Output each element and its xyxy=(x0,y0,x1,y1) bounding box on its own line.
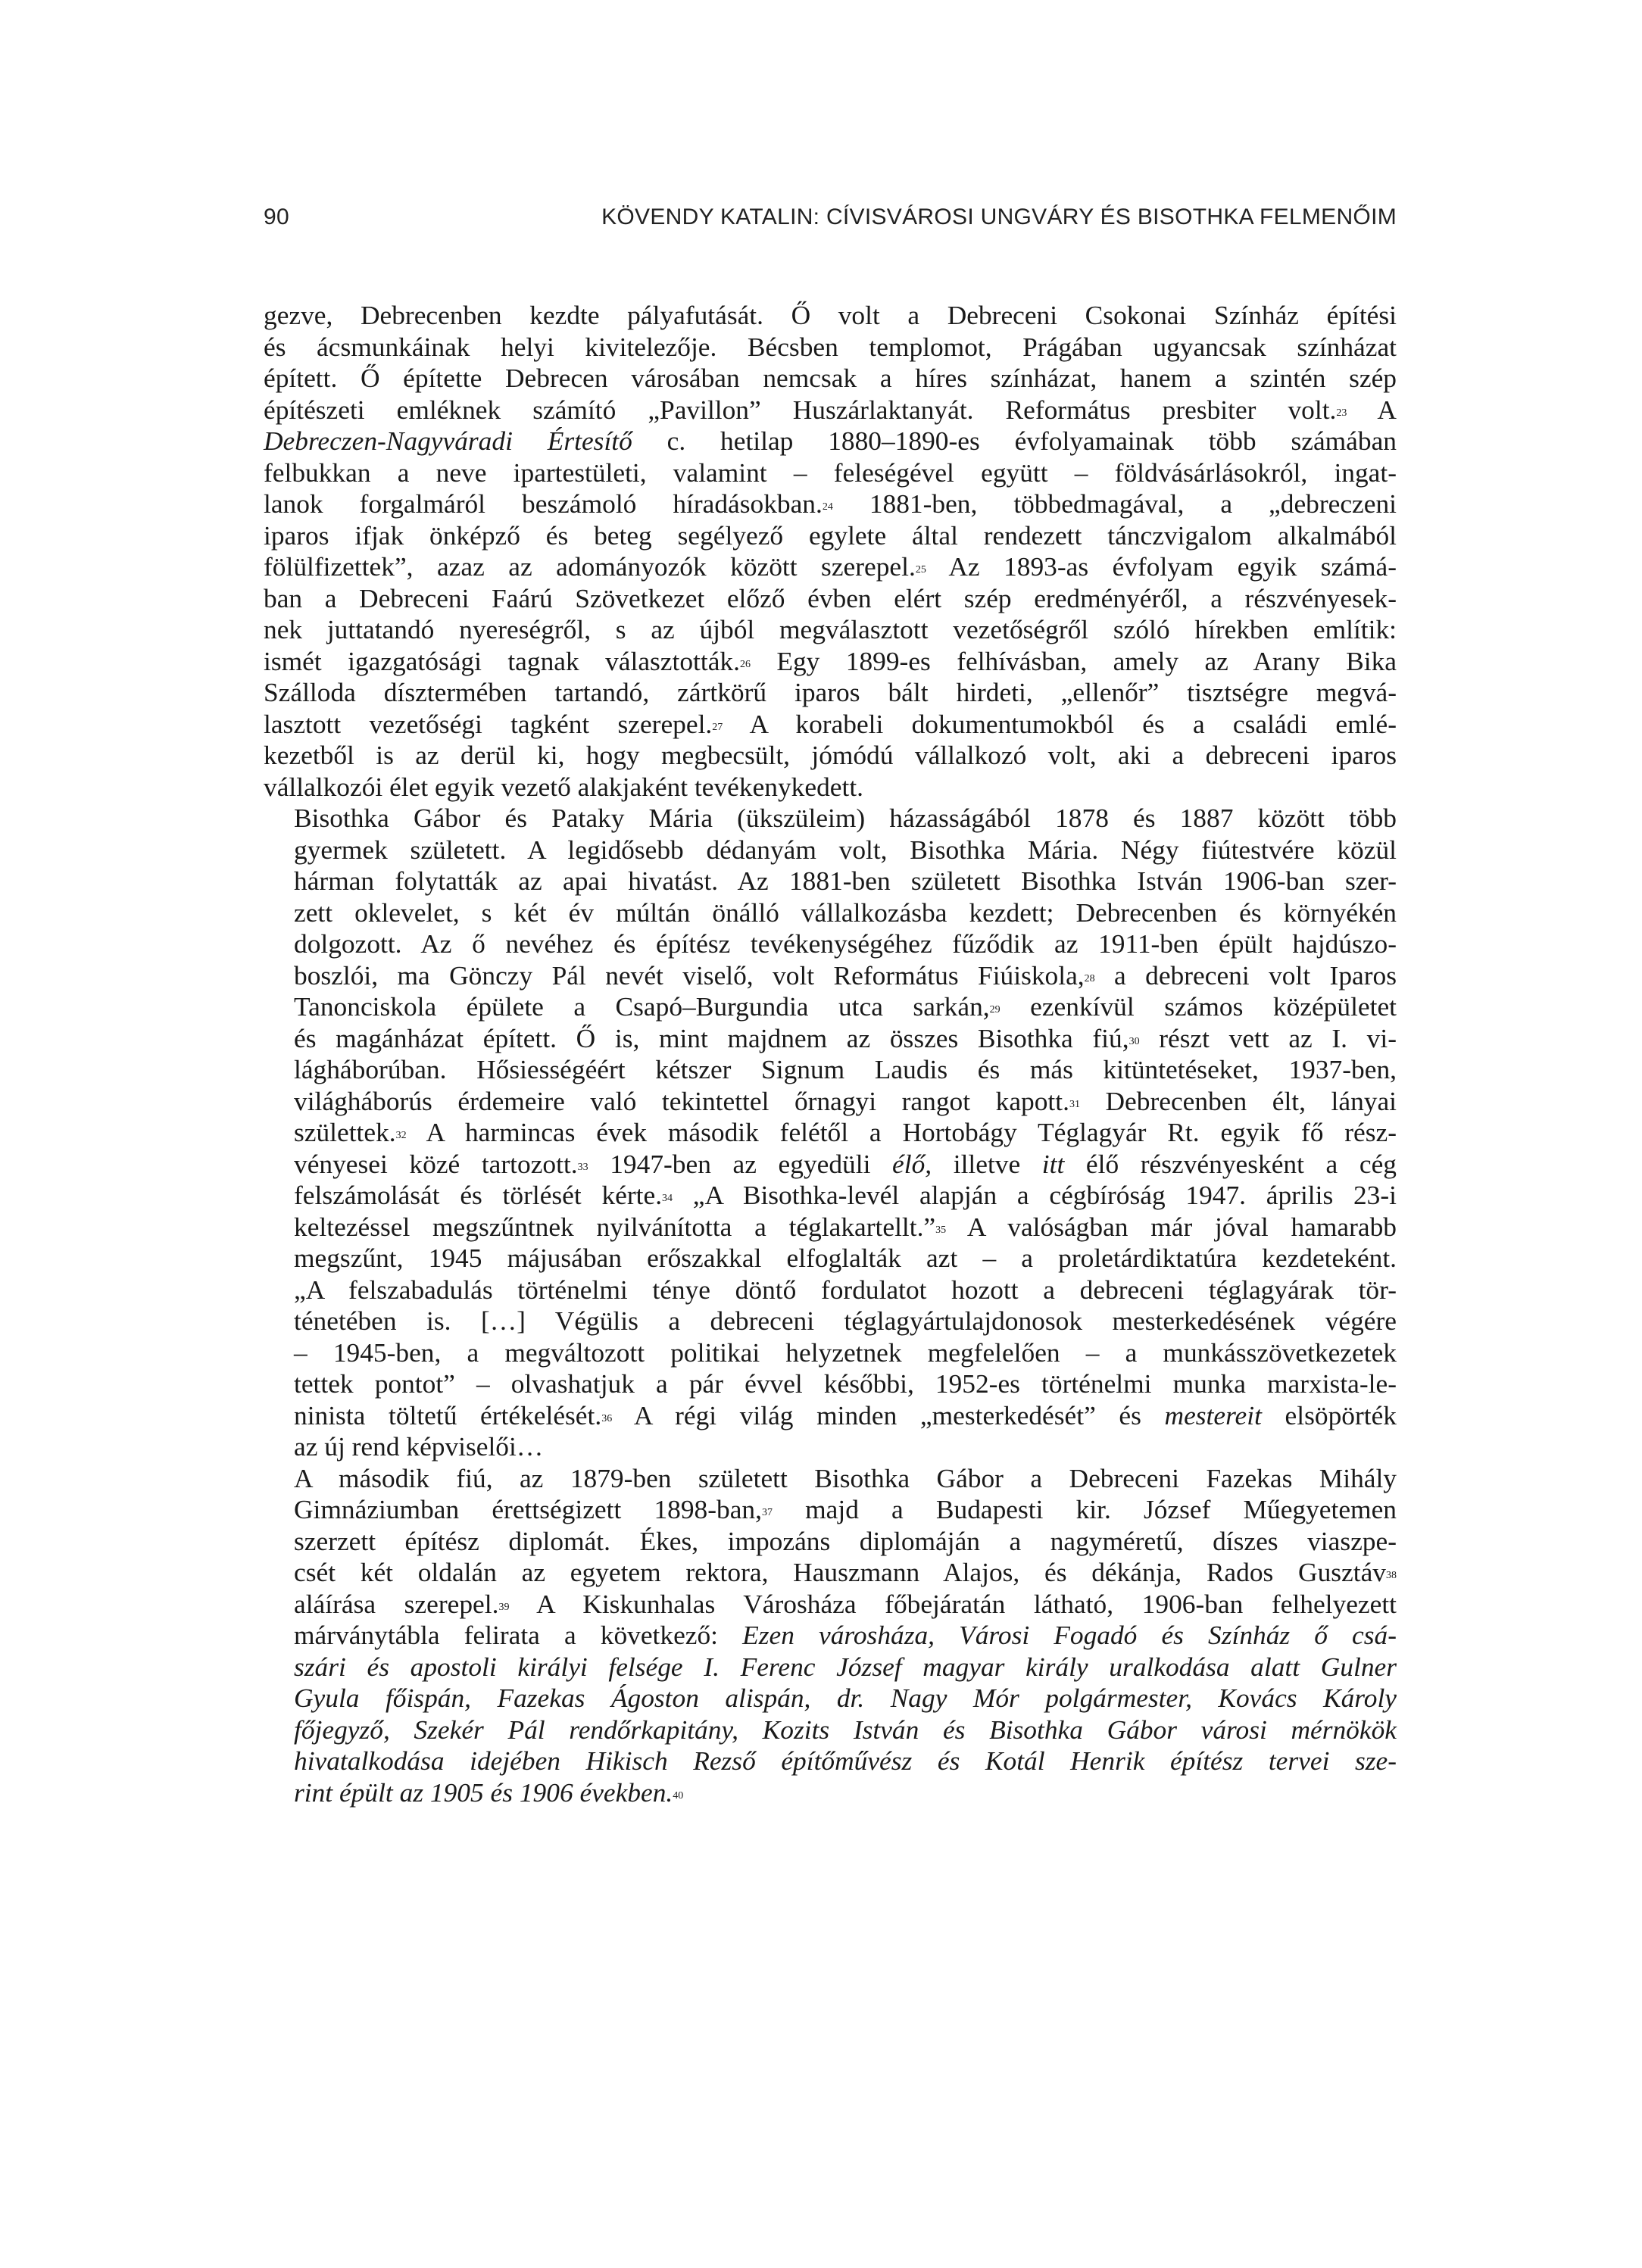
text-line xyxy=(264,1243,1397,1274)
italic-text: hivatalkodása idejében Hikisch Rezső építőművész és Kotál Henrik építész tervei sze- xyxy=(294,1745,1397,1776)
text-run: szerzett építész diplomát. Ékes, impozáns diplomáján a nagyméretű, díszes viaszpe- xyxy=(294,1525,1397,1556)
text-run: c. hetilap 1880–1890-es évfolyamainak több számában xyxy=(632,426,1397,456)
footnote-ref: 25 xyxy=(915,564,926,576)
text-line xyxy=(264,1526,1397,1558)
text-line xyxy=(264,709,1397,741)
body-text xyxy=(264,300,1397,1808)
text-run: iparos ifjak önképző és beteg segélyező egylete által rendezett tánczvigalom alkalmából xyxy=(264,519,1397,551)
italic-text: rint épült az 1905 és 1906 években. xyxy=(294,1777,673,1808)
running-title: KÖVENDY KATALIN: CÍVISVÁROSI UNGVÁRY ÉS BISOTHKA FELMENŐIM xyxy=(601,204,1397,229)
text-line xyxy=(264,363,1397,395)
text-run: aláírása szerepel. xyxy=(294,1588,499,1619)
text-run: boszlói, ma Gönczy Pál nevét viselő, volt Református Fiúiskola, xyxy=(294,959,1085,990)
text-line xyxy=(264,1400,1397,1432)
text-run: és ácsmunkáinak helyi kivitelezője. Bécsben templomot, Prágában ugyancsak színházat xyxy=(264,331,1397,362)
text-line xyxy=(264,488,1397,520)
text-run: lanok forgalmáról beszámoló híradásokban. xyxy=(264,488,823,519)
text-run: vállalkozói élet egyik vezető alakjaként tevékenykedett. xyxy=(264,771,864,802)
text-line xyxy=(264,1180,1397,1212)
text-line xyxy=(264,520,1397,552)
text-line xyxy=(264,1431,1397,1463)
text-line xyxy=(264,1683,1397,1714)
text-run: – 1945-ben, a megváltozott politikai helyzetnek megfelelően – a munkásszövetkezetek xyxy=(294,1337,1397,1368)
text-run: A harmincas évek második felétől a Hortobágy Téglagyár Rt. egyik fő rész- xyxy=(406,1117,1397,1147)
text-run: hárman folytatták az apai hivatást. Az 1881-ben született Bisothka István 1906-ban szer- xyxy=(294,866,1397,896)
text-line xyxy=(264,960,1397,992)
text-run: épített. Ő építette Debrecen városában nemcsak a híres színházat, hanem a szintén szép xyxy=(264,363,1397,393)
text-run: Debrecenben élt, lányai xyxy=(1079,1085,1397,1116)
italic-text: itt xyxy=(1041,1148,1065,1179)
footnote-ref: 39 xyxy=(498,1601,510,1613)
text-run: 1947-ben az egyedüli xyxy=(588,1148,893,1179)
paragraph xyxy=(264,803,1397,1463)
text-run: A második fiú, az 1879-ben született Bisothka Gábor a Debreceni Fazekas Mihály xyxy=(294,1462,1397,1493)
text-line xyxy=(264,1149,1397,1181)
text-run: majd a Budapesti kir. József Műegyetemen xyxy=(772,1494,1397,1524)
text-run: kezetből is az derül ki, hogy megbecsült, jómódú vállalkozó volt, aki a debreceni iparos xyxy=(264,740,1397,770)
text-run: élő részvényesként a cég xyxy=(1064,1148,1397,1179)
text-run: „A felszabadulás történelmi ténye döntő fordulatot hozott a debreceni téglagyárak tör- xyxy=(294,1274,1397,1305)
footnote-ref: 36 xyxy=(601,1412,613,1424)
text-run: A régi világ minden „mesterkedését” és xyxy=(612,1399,1165,1430)
text-run: építészeti emléknek számító „Pavillon” Huszárlaktanyát. Református presbiter volt. xyxy=(264,394,1337,425)
text-line xyxy=(264,740,1397,772)
footnote-ref: 29 xyxy=(989,1004,1000,1015)
text-run: ténetében is. […] Végülis a debreceni téglagyártulajdonosok mesterkedésének végére xyxy=(294,1306,1397,1336)
text-run: tettek pontot” – olvashatjuk a pár évvel későbbi, 1952-es történelmi munka marxista-le- xyxy=(294,1368,1397,1399)
text-line xyxy=(264,1274,1397,1306)
footnote-ref: 24 xyxy=(822,501,833,513)
text-run: felszámolását és törlését kérte. xyxy=(294,1180,663,1210)
footnote-ref: 23 xyxy=(1336,407,1347,419)
footnote-ref: 32 xyxy=(395,1130,407,1141)
text-run: A Kiskunhalas Városháza főbejáratán látható, 1906-ban felhelyezett xyxy=(509,1588,1397,1619)
paragraph xyxy=(264,300,1397,803)
page-number: 90 xyxy=(264,204,289,229)
paragraph xyxy=(264,1463,1397,1809)
text-line xyxy=(264,835,1397,866)
text-line xyxy=(264,1777,1397,1809)
text-line xyxy=(264,772,1397,803)
italic-text: szári és apostoli királyi felsége I. Ferenc József magyar király uralkodása alatt Gulner xyxy=(294,1651,1397,1682)
text-line xyxy=(264,1054,1397,1086)
text-line xyxy=(264,426,1397,457)
text-line xyxy=(264,1557,1397,1589)
text-run: dolgozott. Az ő nevéhez és építész tevékenységéhez fűződik az 1911-ben épült hajdúszo- xyxy=(294,928,1397,959)
text-line xyxy=(264,1589,1397,1621)
text-run: részt vett az I. vi- xyxy=(1139,1022,1397,1053)
text-line xyxy=(264,1306,1397,1337)
text-run: Gimnáziumban érettségizett 1898-ban, xyxy=(294,1494,762,1524)
text-run: illetve xyxy=(932,1148,1042,1179)
italic-text: mestereit xyxy=(1164,1399,1262,1430)
text-run: a debreceni volt Iparos xyxy=(1094,959,1397,990)
text-line xyxy=(264,1117,1397,1149)
text-line xyxy=(264,1337,1397,1369)
text-run: világháborús érdemeire való tekintettel őrnagyi rangot kapott. xyxy=(294,1085,1069,1116)
text-line xyxy=(264,300,1397,332)
text-line xyxy=(264,1745,1397,1777)
text-run: „A Bisothka-levél alapján a cégbíróság 1947. április 23-i xyxy=(673,1180,1397,1210)
text-line xyxy=(264,583,1397,615)
footnote-ref: 38 xyxy=(1386,1570,1397,1581)
text-run: gyermek született. A legidősebb dédanyám volt, Bisothka Mária. Négy fiútestvére közül xyxy=(294,834,1397,865)
text-line xyxy=(264,677,1397,709)
text-run: lasztott vezetőségi tagként szerepel. xyxy=(264,708,713,739)
text-line xyxy=(264,803,1397,835)
text-run: ninista töltetű értékelését. xyxy=(294,1399,602,1430)
text-run: A valóságban már jóval hamarabb xyxy=(946,1211,1397,1242)
italic-text: Debreczen-Nagyváradi Értesítő xyxy=(264,426,632,456)
italic-text: Gyula főispán, Fazekas Ágoston alispán, dr. Nagy Mór polgármester, Kovács Károly xyxy=(294,1683,1397,1713)
italic-text: főjegyző, Szekér Pál rendőrkapitány, Kozits István és Bisothka Gábor városi mérnökök xyxy=(294,1714,1397,1745)
text-run: márványtábla felirata a következő: xyxy=(294,1620,743,1650)
text-line xyxy=(264,1714,1397,1746)
text-line xyxy=(264,614,1397,646)
text-run: ismét igazgatósági tagnak választották. xyxy=(264,645,740,676)
text-run: születtek. xyxy=(294,1117,396,1147)
page-header xyxy=(264,204,1397,238)
text-run: Az 1893-as évfolyam egyik számá- xyxy=(926,551,1397,582)
text-run: zett oklevelet, s két év múltán önálló vállalkozásba kezdett; Debrecenben és környékén xyxy=(294,897,1397,928)
footnote-ref: 40 xyxy=(673,1789,684,1802)
text-run: A xyxy=(1347,394,1397,425)
text-run: és magánházat épített. Ő is, mint majdnem az összes Bisothka fiú, xyxy=(294,1022,1129,1053)
text-run: fölülfizettek”, azaz az adományozók között szerepel. xyxy=(264,551,916,582)
text-run: csét két oldalán az egyetem rektora, Hauszmann Alajos, és dékánja, Rados Gusztáv xyxy=(294,1557,1386,1587)
footnote-ref: 27 xyxy=(712,721,723,733)
text-line xyxy=(264,991,1397,1023)
text-run: megszűnt, 1945 májusában erőszakkal elfoglalták azt – a proletárdiktatúra kezdeteként. xyxy=(294,1243,1397,1273)
text-line xyxy=(264,457,1397,489)
text-run: keltezéssel megszűntnek nyilvánította a téglakartellt.” xyxy=(294,1211,936,1242)
text-line xyxy=(264,332,1397,363)
text-run: Egy 1899-es felhívásban, amely az Arany Bika xyxy=(750,645,1397,676)
footnote-ref: 26 xyxy=(739,658,751,670)
text-line xyxy=(264,1086,1397,1118)
text-line xyxy=(264,551,1397,583)
text-run: ban a Debreceni Faárú Szövetkezet előző évben elért szép eredményéről, a részvényesek- xyxy=(264,582,1397,613)
text-run: nek juttatandó nyereségről, s az újból megválasztott vezetőségről szóló hírekben említik: xyxy=(264,614,1397,644)
footnote-ref: 34 xyxy=(662,1193,673,1204)
text-line xyxy=(264,1620,1397,1652)
text-line xyxy=(264,395,1397,426)
text-line xyxy=(264,1652,1397,1683)
text-run: 1881-ben, többedmagával, a „debreczeni xyxy=(832,488,1397,519)
text-run: vényesei közé tartozott. xyxy=(294,1148,578,1179)
text-line xyxy=(264,866,1397,897)
text-line xyxy=(264,1368,1397,1400)
text-run: elsöpörték xyxy=(1261,1399,1397,1430)
text-run: Bisothka Gábor és Pataky Mária (ükszüleim) házasságából 1878 és 1887 között több xyxy=(294,803,1397,833)
text-run: A korabeli dokumentumokból és a családi emlé- xyxy=(723,708,1397,739)
text-run: lágháborúban. Hősiességéért kétszer Signum Laudis és más kitüntetéseket, 1937-ben, xyxy=(294,1054,1397,1084)
text-line xyxy=(264,1023,1397,1055)
footnote-ref: 30 xyxy=(1128,1035,1140,1047)
text-run: Tanonciskola épülete a Csapó–Burgundia utca sarkán, xyxy=(294,991,990,1022)
text-line xyxy=(264,1212,1397,1243)
footnote-ref: 31 xyxy=(1069,1098,1080,1110)
italic-text: élő, xyxy=(892,1148,932,1179)
text-line xyxy=(264,646,1397,678)
footnote-ref: 37 xyxy=(761,1507,773,1518)
footnote-ref: 28 xyxy=(1084,972,1095,984)
text-run: gezve, Debrecenben kezdte pályafutását. Ő volt a Debreceni Csokonai Színház építési xyxy=(264,300,1397,330)
text-run: Szálloda dísztermében tartandó, zártkörű iparos bált hirdeti, „ellenőr” tisztségre megvá- xyxy=(264,677,1397,707)
text-run: ezenkívül számos középületet xyxy=(1000,991,1397,1022)
footnote-ref: 33 xyxy=(577,1161,588,1173)
footnote-ref: 35 xyxy=(935,1224,947,1236)
italic-text: Ezen városháza, Városi Fogadó és Színház ő csá- xyxy=(742,1620,1397,1650)
text-line xyxy=(264,897,1397,929)
text-line xyxy=(264,1494,1397,1526)
text-line xyxy=(264,1463,1397,1495)
text-run: felbukkan a neve ipartestületi, valamint – feleségével együtt – földvásárlásokról, ingat- xyxy=(264,457,1397,488)
text-line xyxy=(264,928,1397,960)
text-run: az új rend képviselői… xyxy=(294,1431,544,1462)
